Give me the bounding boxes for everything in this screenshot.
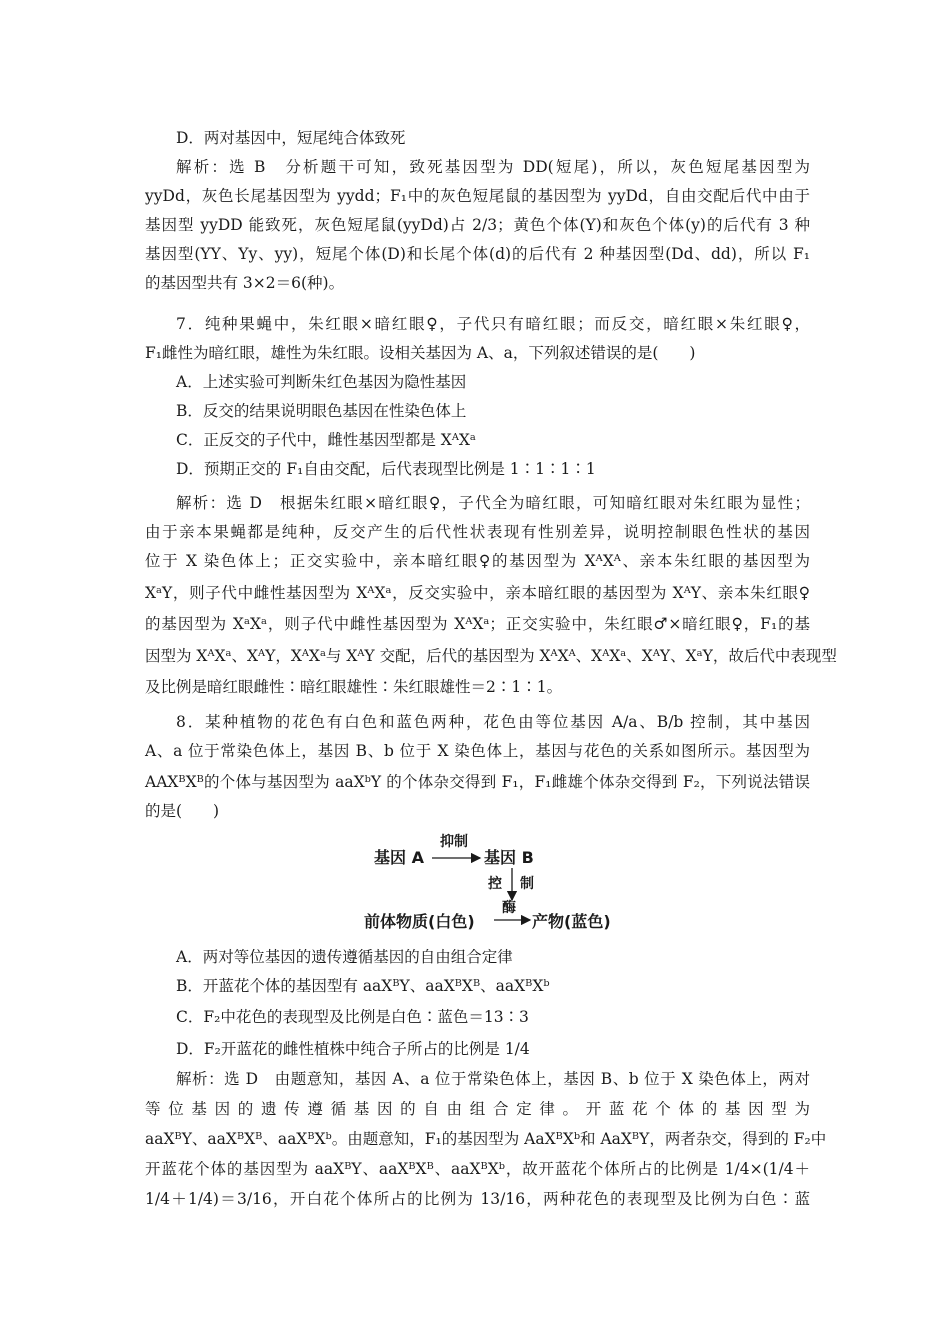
q8-analysis-line: 解析：选 D 由题意知，基因 A、a 位于常染色体上，基因 B、b 位于 X 染色体上，两对 (176, 1070, 810, 1088)
q6-analysis-line: 解析：选 B 分析题干可知，致死基因型为 DD(短尾)，所以，灰色短尾基因型为 (176, 158, 810, 176)
q7-analysis-line: 解析：选 D 根据朱红眼×暗红眼♀，子代全为暗红眼，可知暗红眼对朱红眼为显性； (176, 494, 810, 512)
q8-analysis-line: 开蓝花个体的基因型为 aaXᴮY、aaXᴮXᴮ、aaXᴮXᵇ，故开蓝花个体所占的比例是 1/4×(1/4＋ (145, 1160, 810, 1178)
q8-option-c: C．F₂中花色的表现型及比例是白色∶蓝色＝13∶3 (176, 1008, 529, 1026)
q8-analysis-line: aaXᴮY、aaXᴮXᴮ、aaXᴮXᵇ。由题意知，F₁的基因型为 AaXᴮXᵇ和 AaXᴮY，两者杂交，得到的 F₂中 (145, 1130, 827, 1148)
gene-pathway-diagram (360, 828, 630, 940)
q6-analysis-line: 的基因型共有 3×2＝6(种)。 (145, 274, 345, 292)
q7-option-b: B．反交的结果说明眼色基因在性染色体上 (176, 402, 467, 420)
control-label-2: 制 (520, 876, 534, 892)
inhibit-label: 抑制 (440, 834, 468, 850)
q7-analysis-line: 位于 X 染色体上；正交实验中，亲本暗红眼♀的基因型为 XᴬXᴬ、亲本朱红眼的基因型为 (145, 552, 810, 570)
q7-option-d: D．预期正交的 F₁自由交配，后代表现型比例是 1∶1∶1∶1 (176, 460, 596, 478)
q7-analysis-line: 因型为 XᴬXᵃ、XᴬY，XᴬXᵃ与 XᴬY 交配，后代的基因型为 XᴬXᴬ、XᴬXᵃ、XᴬY、XᵃY，故后代中表现型 (145, 647, 837, 665)
q8-option-d: D．F₂开蓝花的雌性植株中纯合子所占的比例是 1/4 (176, 1040, 530, 1058)
q6-analysis-line: yyDd，灰色长尾基因型为 yydd；F₁中的灰色短尾鼠的基因型为 yyDd，自由交配后代中由于 (145, 187, 810, 205)
q6-option-d: D．两对基因中，短尾纯合体致死 (176, 129, 406, 147)
q7-analysis-line: XᵃY，则子代中雌性基因型为 XᴬXᵃ，反交实验中，亲本暗红眼的基因型为 XᴬY、亲本朱红眼♀ (145, 584, 810, 602)
product-label: 产物(蓝色) (532, 912, 611, 931)
q6-analysis-line: 基因型(YY、Yy、yy)，短尾个体(D)和长尾个体(d)的后代有 2 种基因型(Dd、dd)，所以 F₁ (145, 245, 810, 263)
q6-analysis-line: 基因型 yyDD 能致死，灰色短尾鼠(yyDd)占 2/3；黄色个体(Y)和灰色个体(y)的后代有 3 种 (145, 216, 810, 234)
control-label-1: 控 (488, 876, 502, 892)
enzyme-label: 酶 (502, 900, 516, 916)
q8-analysis-line: 等位基因的遗传遵循基因的自由组合定律。开蓝花个体的基因型为 (145, 1100, 810, 1118)
q7-analysis-line: 及比例是暗红眼雌性∶暗红眼雄性∶朱红眼雄性＝2∶1∶1。 (145, 678, 563, 696)
q7-option-a: A．上述实验可判断朱红色基因为隐性基因 (176, 373, 467, 391)
precursor-label: 前体物质(白色) (364, 912, 475, 931)
q8-stem-line: 8．某种植物的花色有白色和蓝色两种，花色由等位基因 A/a、B/b 控制，其中基因 (176, 713, 810, 731)
q7-analysis-line: 由于亲本果蝇都是纯种，反交产生的后代性状表现有性别差异，说明控制眼色性状的基因 (145, 523, 810, 541)
gene-a-label: 基因 A (374, 848, 424, 867)
q7-stem-line: 7．纯种果蝇中，朱红眼×暗红眼♀，子代只有暗红眼；而反交，暗红眼×朱红眼♀， (176, 315, 810, 333)
q8-analysis-line: 1/4＋1/4)＝3/16，开白花个体所占的比例为 13/16，两种花色的表现型及比例为白色∶蓝 (145, 1190, 810, 1208)
q7-analysis-line: 的基因型为 XᵃXᵃ，则子代中雌性基因型为 XᴬXᵃ；正交实验中，朱红眼♂×暗红眼♀，F₁的基 (145, 615, 810, 633)
q8-stem-line: 的是( ) (145, 802, 220, 820)
gene-b-label: 基因 B (484, 848, 534, 867)
q8-stem-line: A、a 位于常染色体上，基因 B、b 位于 X 染色体上，基因与花色的关系如图所示。基因型为 (145, 742, 810, 760)
q8-option-b: B．开蓝花个体的基因型有 aaXᴮY、aaXᴮXᴮ、aaXᴮXᵇ (176, 977, 550, 995)
q8-stem-line: AAXᴮXᴮ的个体与基因型为 aaXᵇY 的个体杂交得到 F₁，F₁雌雄个体杂交得到 F₂，下列说法错误 (145, 773, 810, 791)
q7-option-c: C．正反交的子代中，雌性基因型都是 XᴬXᵃ (176, 431, 476, 449)
q7-stem-line: F₁雌性为暗红眼，雄性为朱红眼。设相关基因为 A、a，下列叙述错误的是( ) (145, 344, 696, 362)
q8-option-a: A．两对等位基因的遗传遵循基因的自由组合定律 (176, 948, 513, 966)
